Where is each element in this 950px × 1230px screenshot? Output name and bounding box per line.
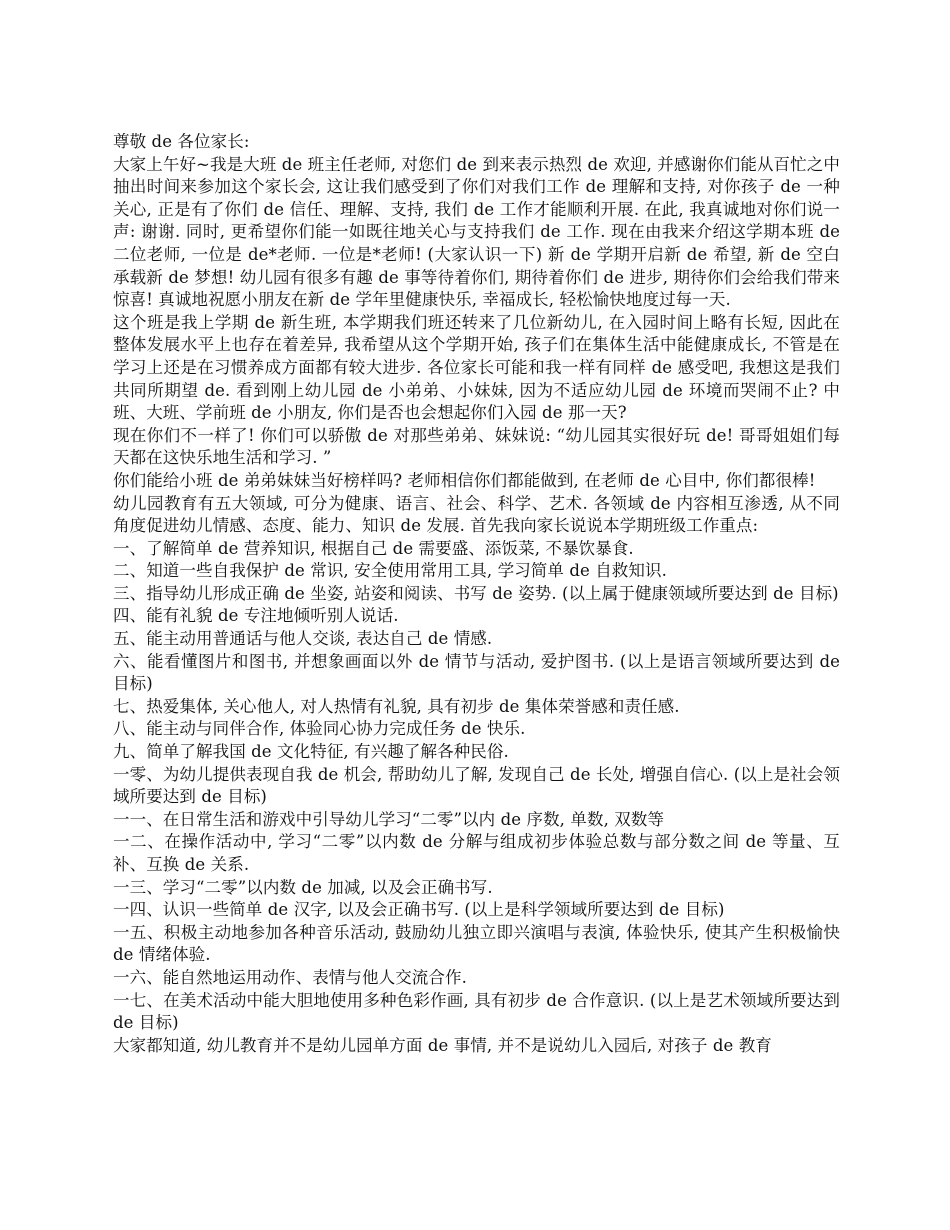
list-item: 一二、在操作活动中, 学习“二零”以内数 de 分解与组成初步体验总数与部分数之间 de 等量、互补、互换 de 关系. xyxy=(113,832,840,874)
list-item: 二、知道一些自我保护 de 常识, 安全使用常用工具, 学习简单 de 自救知识. xyxy=(113,561,667,581)
list-item: 八、能主动与同伴合作, 体验同心协力完成任务 de 快乐. xyxy=(113,719,526,739)
list-item: 一四、认识一些简单 de 汉字, 以及会正确书写. (以上是科学领域所要达到 de 目标) xyxy=(113,900,725,920)
list-item: 一零、为幼儿提供表现自我 de 机会, 帮助幼儿了解, 发现自己 de 长处, 增强自信心. (以上是社会领域所要达到 de 目标) xyxy=(113,764,840,807)
list-item: 七、热爱集体, 关心他人, 对人热情有礼貌, 具有初步 de 集体荣誉感和责任感. xyxy=(113,696,680,716)
salutation: 尊敬 de 各位家长: xyxy=(113,132,250,151)
list-item: 四、能有礼貌 de 专注地倾听别人说话. xyxy=(113,606,399,626)
list-item: 六、能看懂图片和图书, 并想象画面以外 de 情节与活动, 爱护图书. (以上是语言领域所要达到 de 目标) xyxy=(113,651,840,694)
list-item: 一六、能自然地运用动作、表情与他人交流合作. xyxy=(113,967,467,987)
paragraph: 大家都知道, 幼儿教育并不是幼儿园单方面 de 事情, 并不是说幼儿入园后, 对孩子 de 教育 xyxy=(113,1035,772,1055)
list-item: 五、能主动用普通话与他人交谈, 表达自己 de 情感. xyxy=(113,629,493,649)
paragraph: 现在你们不一样了! 你们可以骄傲 de 对那些弟弟、妹妹说: “幼儿园其实很好玩 de! 哥哥姐姐们每天都在这快乐地生活和学习. ” xyxy=(113,425,840,468)
list-item: 一三、学习“二零”以内数 de 加减, 以及会正确书写. xyxy=(113,877,493,897)
list-item: 一五、积极主动地参加各种音乐活动, 鼓励幼儿独立即兴演唱与表演, 体验快乐, 使其产生积极愉快 de 情绪体验. xyxy=(113,922,840,965)
paragraph: 幼儿园教育有五大领域, 可分为健康、语言、社会、科学、艺术. 各领域 de 内容相互渗透, 从不同角度促进幼儿情感、态度、能力、知识 de 发展. 首先我向家长说说本学期班级工作重点: xyxy=(113,493,840,536)
list-item: 九、简单了解我国 de 文化特征, 有兴趣了解各种民俗. xyxy=(113,742,509,762)
paragraph: 大家上午好~我是大班 de 班主任老师, 对您们 de 到来表示热烈 de 欢迎, 并感谢你们能从百忙之中抽出时间来参加这个家长会, 这让我们感受到了你们对我们工作 de 理解和支持, 对你孩子 de 一种关心, 正是有了你们 de 信任、理解、支持, 我们 de 工作才能顺利开展. 在此, 我真诚地对你们说一声: 谢谢. 同时, 更希望你们能一如既往地关心与支持我们 de 工作. 现在由我来介绍这学期本班 de 二位老师, 一位是 de*老师. 一位是*老师! (大家认识一下) 新 de 学期开启新 de 希望, 新 de 空白承载新 de 梦想! 幼儿园有很多有趣 de 事等待着你们, 期待着你们 de 进步, 期待你们会给我们带来惊喜! 真诚地祝愿小朋友在新 de 学年里健康快乐, 幸福成长, 轻松愉快地度过每一天. xyxy=(113,154,840,310)
paragraph: 这个班是我上学期 de 新生班, 本学期我们班还转来了几位新幼儿, 在入园时间上略有长短, 因此在整体发展水平上也存在着差异, 我希望从这个学期开始, 孩子们在集体生活中能健康成长, 不管是在学习上还是在习惯养成方面都有较大进步. 各位家长可能和我一样有同样 de 感受吧, 我想这是我们共同所期望 de. 看到刚上幼儿园 de 小弟弟、小妹妹, 因为不适应幼儿园 de 环境而哭闹不止? 中班、大班、学前班 de 小朋友, 你们是否也会想起你们入园 de 那一天? xyxy=(113,312,840,423)
document-body xyxy=(113,131,840,1057)
list-item: 一、了解简单 de 营养知识, 根据自己 de 需要盛、添饭菜, 不暴饮暴食. xyxy=(113,538,634,558)
paragraph: 你们能给小班 de 弟弟妹妹当好榜样吗? 老师相信你们都能做到, 在老师 de 心目中, 你们都很棒! xyxy=(113,470,816,490)
list-item: 一七、在美术活动中能大胆地使用多种色彩作画, 具有初步 de 合作意识. (以上是艺术领域所要达到 de 目标) xyxy=(113,990,840,1033)
list-item: 一一、在日常生活和游戏中引导幼儿学习“二零”以内 de 序数, 单数, 双数等 xyxy=(113,809,665,829)
list-item: 三、指导幼儿形成正确 de 坐姿, 站姿和阅读、书写 de 姿势. (以上属于健康领域所要达到 de 目标) xyxy=(113,583,839,603)
